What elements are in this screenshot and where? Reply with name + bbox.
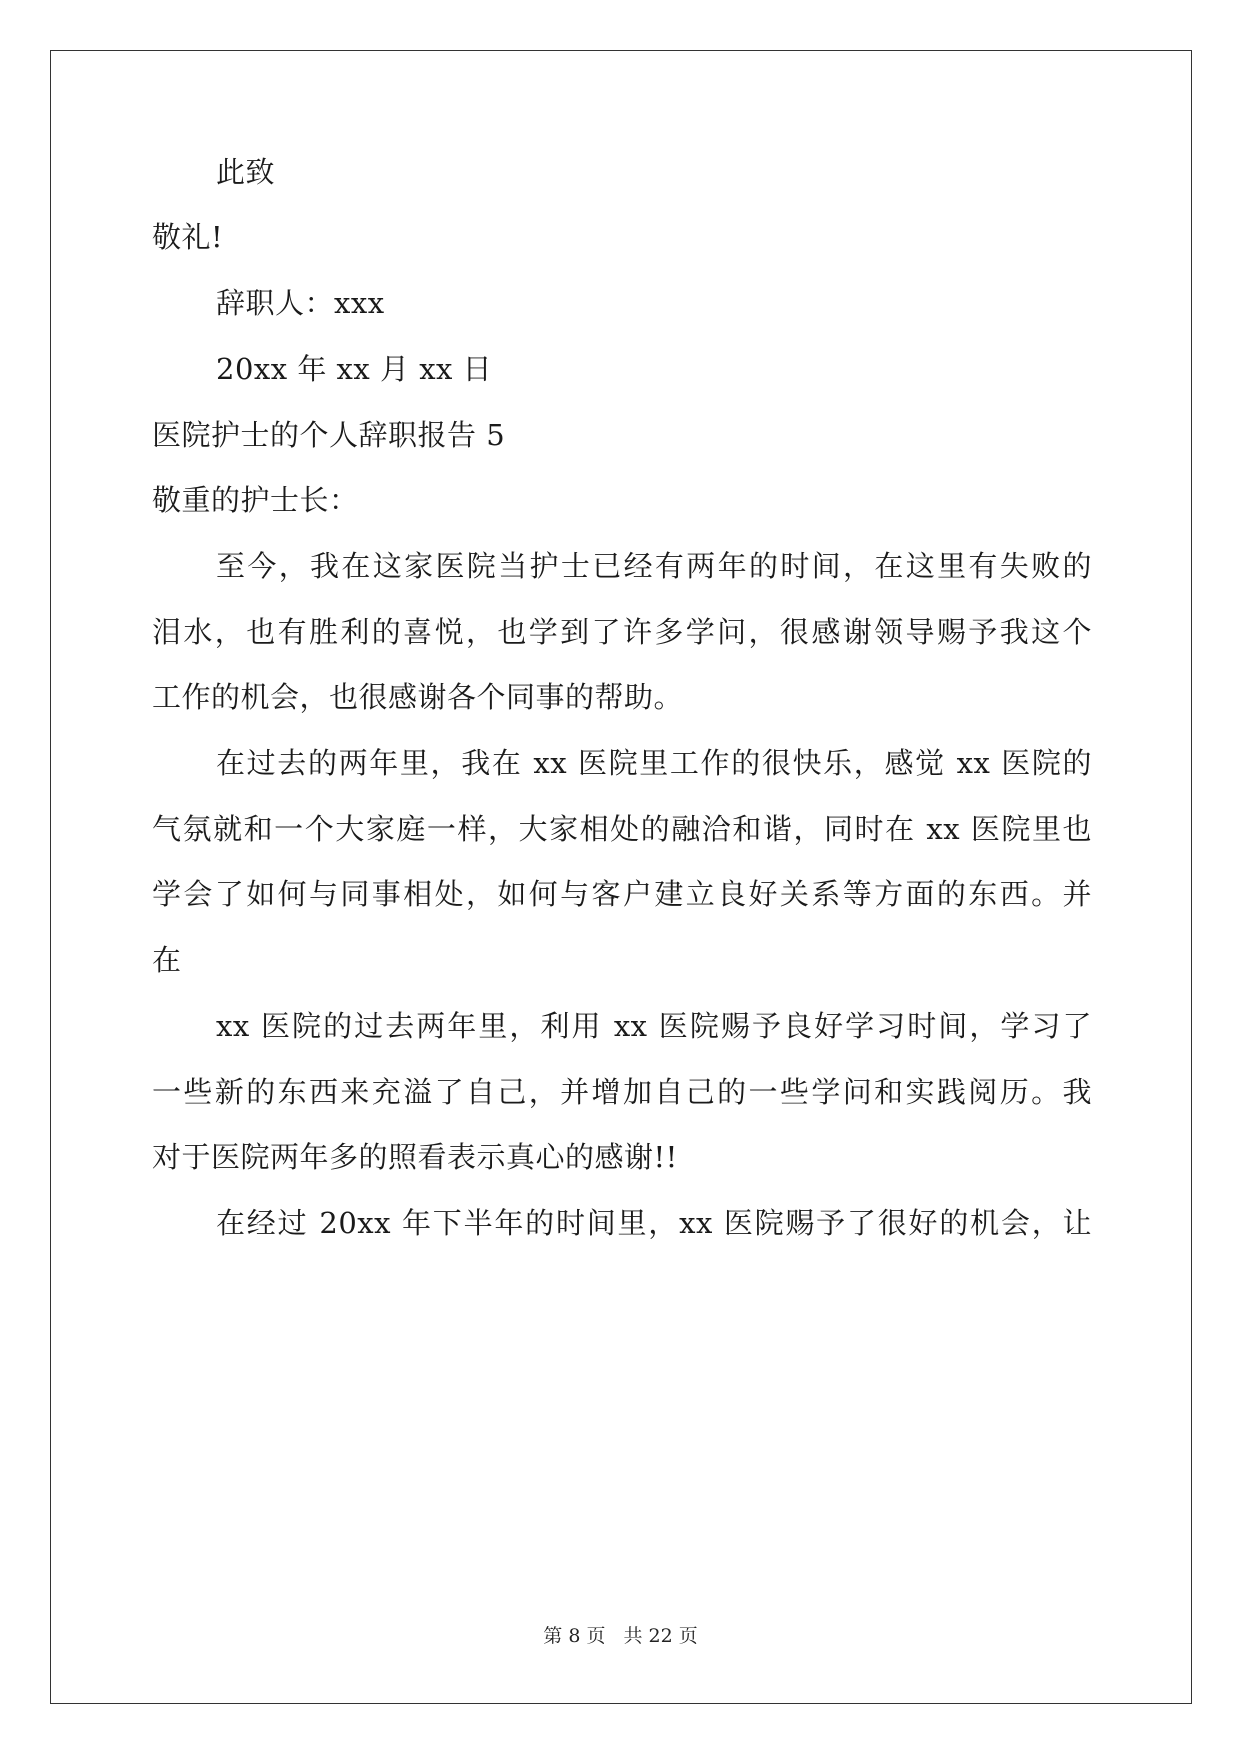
paragraph-line: 在: [152, 943, 182, 977]
page-footer: [0, 1624, 1241, 1648]
greeting-line: 敬重的护士长：: [152, 483, 359, 517]
date-line: 20xx 年 xx 月 xx 日: [216, 352, 493, 386]
paragraph-line: 泪水，也有胜利的喜悦，也学到了许多学问，很感谢领导赐予我这个: [152, 615, 1092, 649]
closing-salutation: 此致: [216, 155, 276, 189]
page-number: 第 8 页: [543, 1625, 606, 1647]
paragraph-line: xx 医院的过去两年里，利用 xx 医院赐予良好学习时间，学习了: [216, 1009, 1092, 1043]
closing-regards: 敬礼!: [152, 220, 224, 254]
paragraph-line: 工作的机会，也很感谢各个同事的帮助。: [152, 680, 684, 714]
paragraph-line: 在经过 20xx 年下半年的时间里，xx 医院赐予了很好的机会，让: [216, 1206, 1092, 1240]
paragraph-line: 气氛就和一个大家庭一样，大家相处的融洽和谐，同时在 xx 医院里也: [152, 812, 1092, 846]
signature-line: 辞职人：xxx: [216, 286, 385, 320]
paragraph-line: 对于医院两年多的照看表示真心的感谢!!: [152, 1140, 678, 1174]
paragraph-line: 至今，我在这家医院当护士已经有两年的时间，在这里有失败的: [216, 549, 1092, 583]
paragraph-line: 学会了如何与同事相处，如何与客户建立良好关系等方面的东西。并: [152, 877, 1092, 911]
paragraph-line: 在过去的两年里，我在 xx 医院里工作的很快乐，感觉 xx 医院的: [216, 746, 1092, 780]
page-total: 共 22 页: [623, 1625, 698, 1647]
section-title: 医院护士的个人辞职报告 5: [152, 418, 506, 452]
paragraph-line: 一些新的东西来充溢了自己，并增加自己的一些学问和实践阅历。我: [152, 1075, 1092, 1109]
